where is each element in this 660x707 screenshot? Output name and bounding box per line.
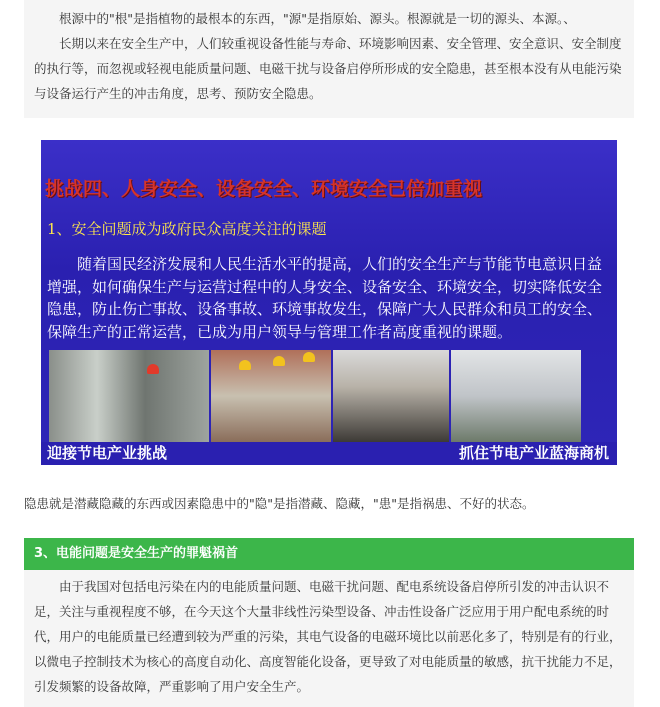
photo-inspection: [333, 350, 449, 442]
slide-image: [41, 140, 617, 465]
section-block: [24, 570, 634, 707]
helmet-icon: [273, 356, 285, 366]
section-heading: 3、电能问题是安全生产的罪魁祸首: [24, 538, 634, 570]
note-text: 隐患就是潜藏隐藏的东西或因素隐患中的"隐"是指潜藏、隐藏，"患"是指祸患、不好的状态。: [24, 496, 535, 511]
slide-footer: [41, 442, 617, 465]
helmet-icon: [303, 352, 315, 362]
helmet-icon: [147, 364, 159, 374]
slide-photos: [41, 350, 617, 442]
slide-body: 随着国民经济发展和人民生活水平的提高，人们的安全生产与节能节电意识日益增强，如何确保生产与运营过程中的人身安全、设备安全、环境安全，切实降低安全隐患，防止伤亡事故、设备事故、环境事故发生，保障广大人民群众和员工的安全、保障生产的正常运营，已成为用户领导与管理工作者高度重视的课题。: [47, 255, 603, 341]
intro-block: [24, 0, 634, 118]
intro-paragraph-1: 根源中的"根"是指植物的最根本的东西，"源"是指原始、源头。根源就是一切的源头、本源。、: [59, 11, 576, 26]
slide-subtitle: 1、安全问题成为政府民众高度关注的课题: [47, 220, 327, 238]
section-paragraph: 由于我国对包括电污染在内的电能质量问题、电磁干扰问题、配电系统设备启停所引发的冲击认识不足，关注与重视程度不够，在今天这个大量非线性污染型设备、冲击性设备广泛应用于用户配电系统的时代，用户的电能质量已经遭到较为严重的污染，其电气设备的电磁环境比以前恶化多了，特别是有的行业，以微电子控制技术为核心的高度自动化、高度智能化设备，更导致了对电能质量的敏感，抗干扰能力不足，引发频繁的设备故障，严重影响了用户安全生产。: [34, 579, 622, 694]
slide-title: 挑战四、人身安全、设备安全、环境安全已倍加重视: [45, 178, 483, 200]
intro-paragraph-2: 长期以来在安全生产中，人们较重视设备性能与寿命、环境影响因素、安全管理、安全意识、安全制度的执行等，而忽视或轻视电能质量问题、电磁干扰与设备启停所形成的安全隐患，甚至根本没有从电能污染与设备运行产生的冲击角度，思考、预防安全隐患。: [34, 36, 622, 101]
slide-footer-right: 抓住节电产业蓝海商机: [458, 444, 609, 462]
helmet-icon: [239, 360, 251, 370]
photo-workers: [211, 350, 331, 442]
photo-tower: [451, 350, 581, 442]
slide-footer-left: 迎接节电产业挑战: [47, 444, 168, 462]
photo-switchgear: [49, 350, 209, 442]
